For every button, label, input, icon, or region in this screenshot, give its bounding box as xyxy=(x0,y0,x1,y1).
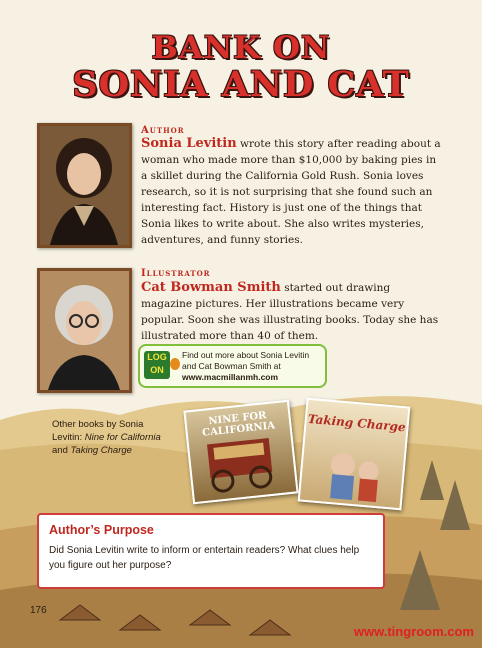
log-on-description: Find out more about Sonia Levitin and Cat Bowman Smith at xyxy=(182,350,310,371)
author-photo xyxy=(37,123,132,248)
log-on-badge-line2: ON xyxy=(150,365,164,375)
illustrator-bio xyxy=(141,280,441,344)
illustrator-photo xyxy=(37,268,132,393)
other-book-title-1: Nine for California xyxy=(84,432,161,443)
watermark: www.tingroom.com xyxy=(353,624,474,639)
author-role-label: Author xyxy=(141,125,185,136)
log-on-badge-icon xyxy=(144,351,170,379)
illustrator-role-label: Illustrator xyxy=(141,268,211,279)
log-on-text xyxy=(182,350,322,383)
authors-purpose-box xyxy=(37,513,385,589)
book-cover-title-2: Taking Charge xyxy=(307,411,407,435)
book-cover-taking-charge xyxy=(298,398,411,511)
other-books-caption xyxy=(52,418,162,457)
page-title-line1: BANK ON xyxy=(151,30,331,66)
illustrator-name: Cat Bowman Smith xyxy=(141,280,281,295)
book-cover-title-1: NINE FOR CALIFORNIA xyxy=(201,410,276,439)
other-books-prefix: Other books by Sonia Levitin: xyxy=(52,419,144,443)
other-book-title-2: Taking Charge xyxy=(70,445,132,456)
book-cover-nine-for-california xyxy=(183,400,298,505)
page-number: 176 xyxy=(30,605,47,616)
author-name: Sonia Levitin xyxy=(141,136,237,151)
authors-purpose-question: Did Sonia Levitin write to inform or entertain readers? What clues help you figure out her purpose? xyxy=(49,545,360,571)
author-bio-text: wrote this story after reading about a woman who made more than $10,000 by baking pies in a skillet during the California Gold Rush. Sonia loves research, so it is not surprising that she found such an interesting fact. History is just one of the things that Sonia likes to write about. She also writes mysteries, adventures, and funny stories. xyxy=(141,138,441,246)
website-link[interactable]: www.macmillanmh.com xyxy=(182,372,279,382)
mouse-icon xyxy=(170,358,180,370)
authors-purpose-heading: Author’s Purpose xyxy=(49,523,154,537)
other-books-joiner: and xyxy=(52,445,71,456)
log-on-badge-line1: LOG xyxy=(147,352,167,362)
page-title-line2: SONIA AND CAT xyxy=(72,64,410,105)
illustrator-bio-text: started out drawing magazine pictures. Her illustrations became very popular. Soon she was illustrating books. Today she has illustrated more than 40 of them. xyxy=(141,282,439,342)
author-bio xyxy=(141,136,441,248)
